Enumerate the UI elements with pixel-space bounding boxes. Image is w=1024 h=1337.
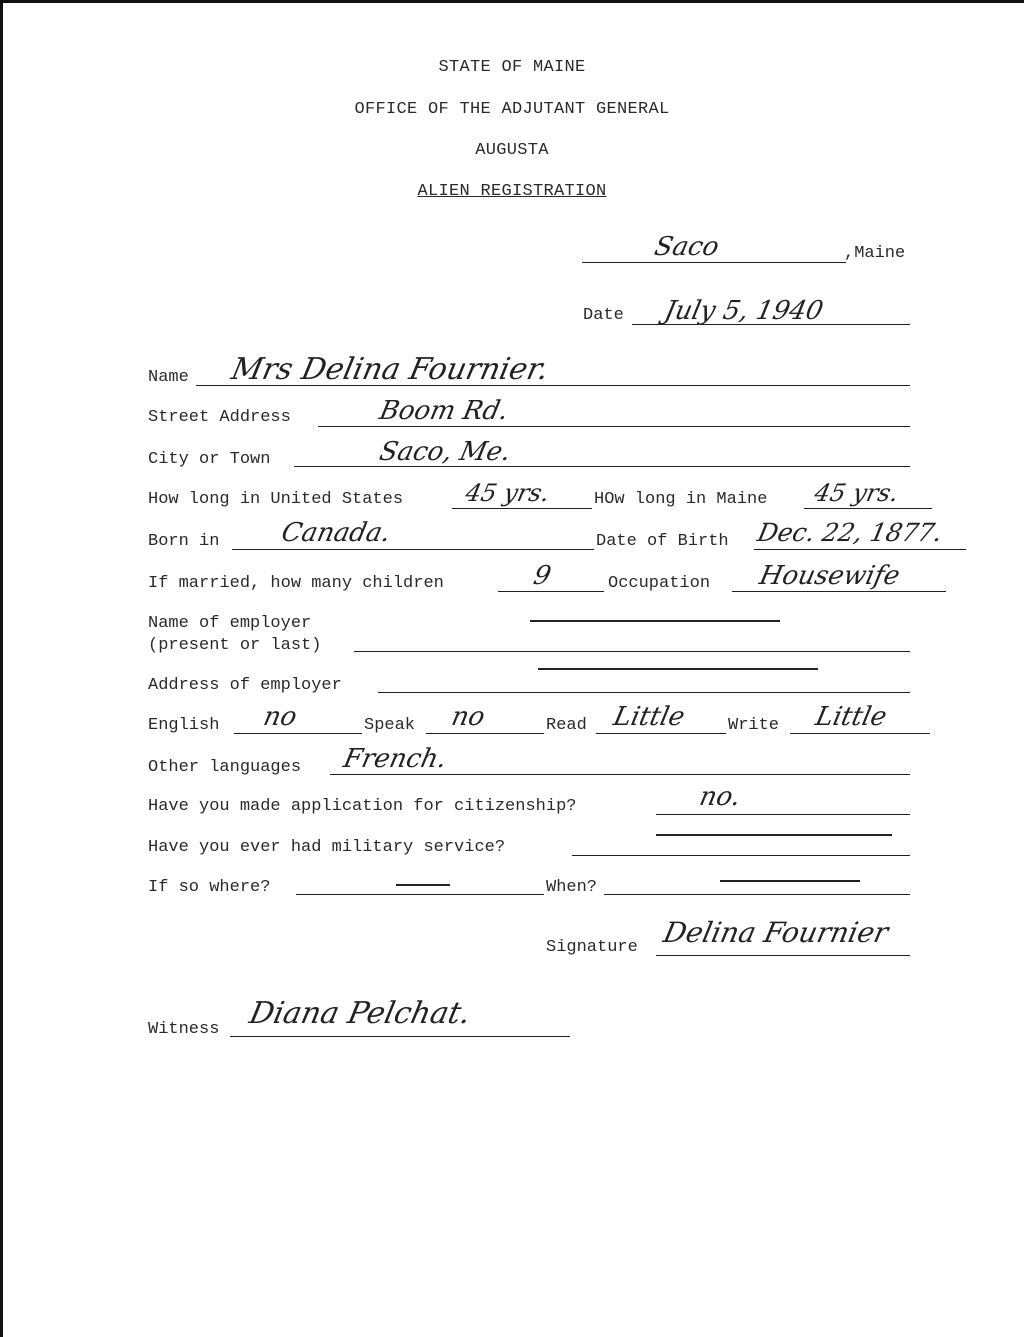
how-long-us-entry: 45 yrs.: [463, 479, 553, 507]
dob-label: Date of Birth: [596, 532, 729, 551]
occupation-rule: [732, 591, 946, 592]
where-rule: [296, 894, 544, 895]
read-label: Read: [546, 716, 587, 735]
children-rule: [498, 591, 604, 592]
name-label: Name: [148, 368, 189, 387]
citizenship-rule: [656, 814, 910, 815]
english-rule: [234, 733, 362, 734]
when-rule: [604, 894, 910, 895]
employer-label-2: (present or last): [148, 636, 322, 655]
read-entry: Little: [610, 702, 688, 732]
speak-rule: [426, 733, 544, 734]
how-long-us-rule: [452, 508, 592, 509]
military-dash: [656, 834, 892, 836]
children-entry: 9: [530, 561, 554, 591]
how-long-us-label: How long in United States: [148, 490, 404, 509]
street-rule: [318, 426, 910, 427]
when-dash: [720, 880, 860, 882]
employer-rule: [354, 651, 910, 652]
born-in-entry: Canada.: [278, 518, 394, 548]
signature-rule: [656, 955, 910, 956]
signature-entry: Delina Fournier: [660, 916, 892, 949]
military-rule: [572, 855, 910, 856]
date-label: Date: [583, 306, 624, 325]
dob-rule: [754, 549, 966, 550]
street-label: Street Address: [148, 408, 291, 427]
born-in-label: Born in: [148, 532, 220, 551]
when-label: When?: [546, 878, 598, 897]
how-long-me-label: HOw long in Maine: [594, 490, 768, 509]
signature-label: Signature: [546, 938, 638, 957]
where-dash: [396, 884, 450, 886]
occupation-label: Occupation: [608, 574, 711, 593]
name-entry: Mrs Delina Fournier.: [228, 352, 552, 387]
scan-border-top: [0, 0, 1024, 3]
city-label: City or Town: [148, 450, 271, 469]
header-title: ALIEN REGISTRATION: [417, 182, 607, 201]
how-long-me-entry: 45 yrs.: [812, 479, 902, 507]
how-long-me-rule: [804, 508, 932, 509]
occupation-entry: Housewife: [756, 561, 903, 591]
speak-label: Speak: [364, 716, 416, 735]
employer-label-1: Name of employer: [148, 614, 312, 633]
english-label: English: [148, 716, 220, 735]
dob-entry: Dec. 22, 1877.: [754, 518, 946, 547]
english-entry: no: [260, 702, 300, 732]
date-entry: July 5, 1940: [661, 296, 826, 326]
city-entry: Saco, Me.: [376, 437, 514, 467]
maine-label: ,Maine: [844, 244, 906, 263]
other-languages-label: Other languages: [148, 758, 302, 777]
employer-address-rule: [378, 692, 910, 693]
town-entry: Saco: [651, 232, 722, 262]
town-rule: [582, 262, 846, 263]
write-rule: [790, 733, 930, 734]
children-label: If married, how many children: [148, 574, 444, 593]
header-city: AUGUSTA: [475, 141, 549, 160]
header-state: STATE OF MAINE: [438, 58, 586, 77]
witness-label: Witness: [148, 1020, 220, 1039]
street-entry: Boom Rd.: [376, 396, 512, 426]
citizenship-label: Have you made application for citizenship?: [148, 797, 577, 816]
employer-address-label: Address of employer: [148, 676, 342, 695]
citizenship-entry: no.: [696, 782, 744, 812]
speak-entry: no: [448, 702, 488, 732]
employer-address-dash: [538, 668, 818, 670]
military-label: Have you ever had military service?: [148, 838, 506, 857]
witness-entry: Diana Pelchat.: [246, 996, 474, 1031]
write-entry: Little: [812, 702, 890, 732]
header-office: OFFICE OF THE ADJUTANT GENERAL: [354, 100, 670, 119]
read-rule: [596, 733, 726, 734]
write-label: Write: [728, 716, 780, 735]
born-in-rule: [232, 549, 594, 550]
employer-dash: [530, 620, 780, 622]
other-languages-entry: French.: [340, 744, 450, 774]
witness-rule: [230, 1036, 570, 1037]
where-label: If so where?: [148, 878, 271, 897]
other-languages-rule: [330, 774, 910, 775]
